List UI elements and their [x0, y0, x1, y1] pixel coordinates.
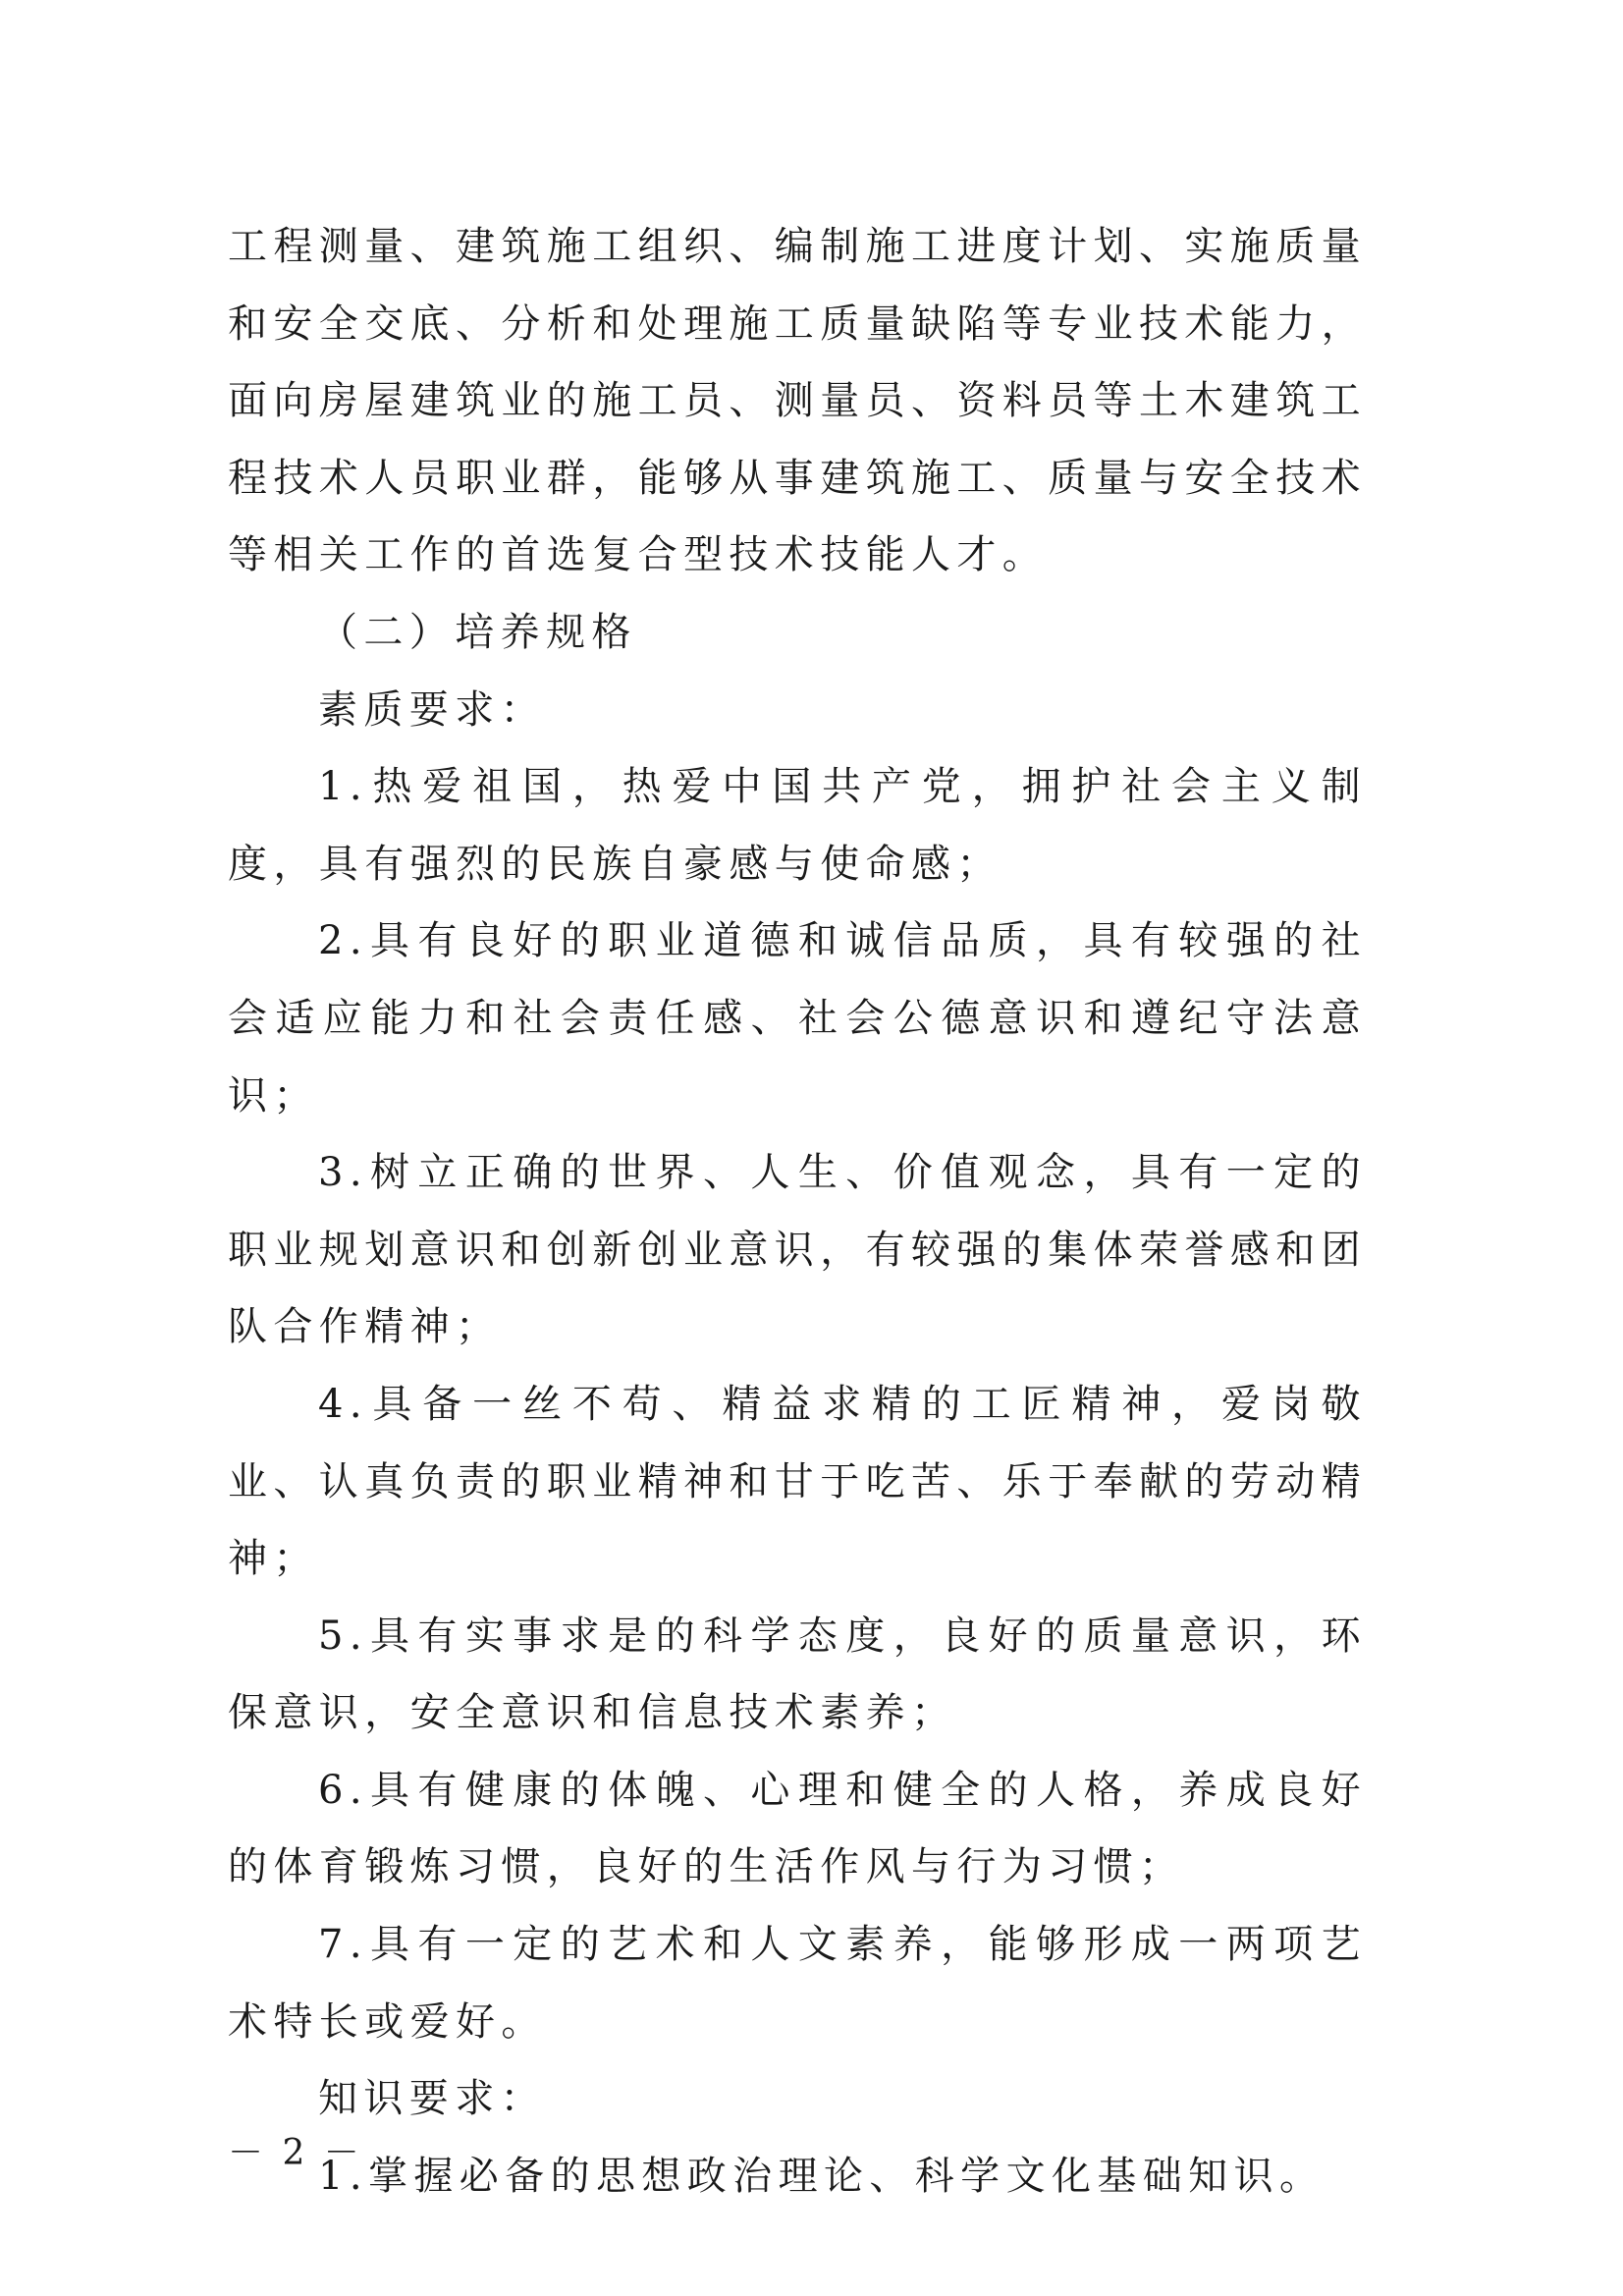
- quality-item: 3.树立正确的世界、人生、价值观念，具有一定的职业规划意识和创新创业意识，有较强的集体荣誉感和团队合作精神；: [228, 1150, 1367, 1350]
- quality-item: 2.具有良好的职业道德和诚信品质，具有较强的社会适应能力和社会责任感、社会公德意识和遵纪守法意识；: [228, 918, 1367, 1119]
- quality-requirements-heading: 素质要求：: [318, 686, 546, 733]
- section-heading-training-specs: （二）培养规格: [318, 609, 637, 655]
- quality-item: 1.热爱祖国，热爱中国共产党，拥护社会主义制度，具有强烈的民族自豪感与使命感；: [228, 764, 1367, 887]
- page-number: － 2 －: [228, 2133, 363, 2173]
- quality-item: 6.具有健康的体魄、心理和健全的人格，养成良好的体育锻炼习惯，良好的生活作风与行为习惯；: [228, 1767, 1367, 1890]
- knowledge-requirements-heading: 知识要求：: [318, 2076, 546, 2122]
- knowledge-item: 1.掌握必备的思想政治理论、科学文化基础知识。: [318, 2153, 1325, 2199]
- quality-item: 5.具有实事求是的科学态度，良好的质量意识，环保意识，安全意识和信息技术素养；: [228, 1613, 1367, 1736]
- quality-item: 7.具有一定的艺术和人文素养，能够形成一两项艺术特长或爱好。: [228, 1922, 1367, 2045]
- quality-item: 4.具备一丝不苟、精益求精的工匠精神，爱岗敬业、认真负责的职业精神和甘于吃苦、乐于奉献的劳动精神；: [228, 1381, 1367, 1582]
- document-body: [228, 208, 1367, 2214]
- intro-paragraph: 工程测量、建筑施工组织、编制施工进度计划、实施质量和安全交底、分析和处理施工质量缺陷等专业技术能力，面向房屋建筑业的施工员、测量员、资料员等土木建筑工程技术人员职业群，能够从事建筑施工、质量与安全技术等相关工作的首选复合型技术技能人才。: [228, 224, 1367, 578]
